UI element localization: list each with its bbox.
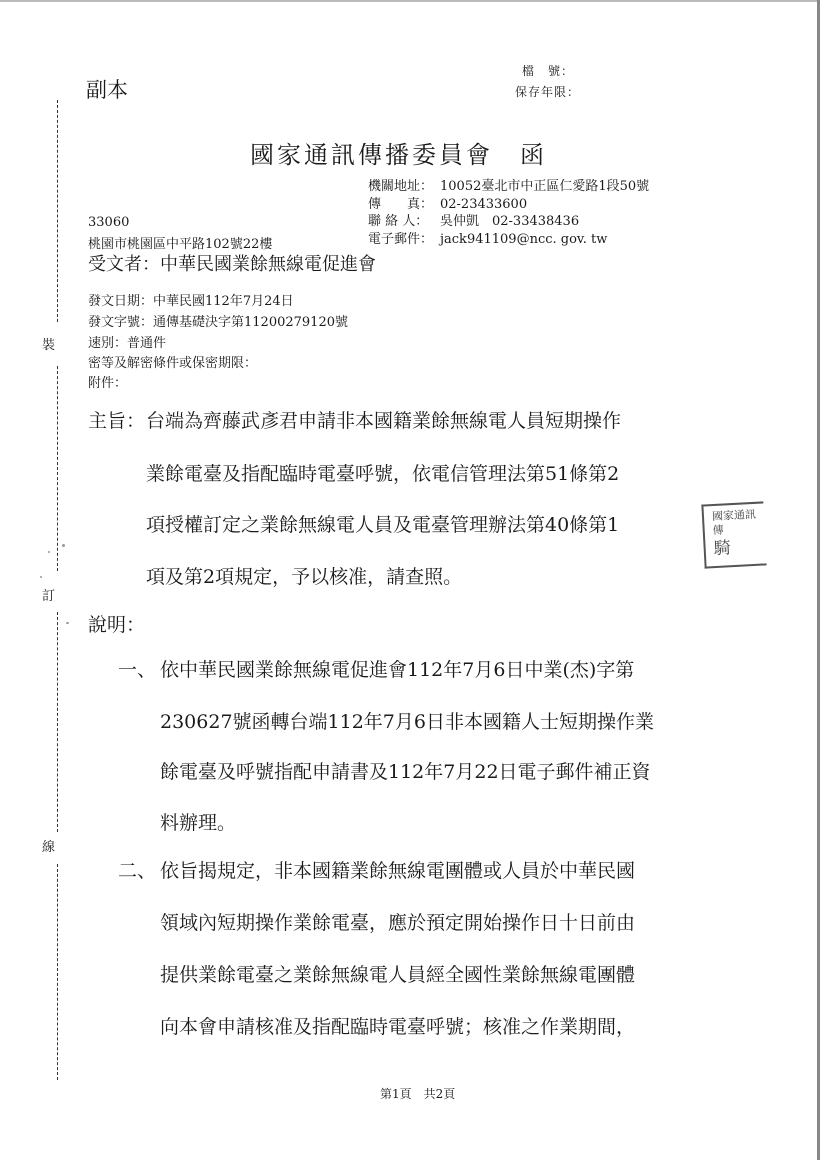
scan-speck (48, 551, 50, 553)
delivery-speed: 速別：普通件 (88, 336, 167, 351)
subject-label: 主旨： (88, 410, 146, 432)
item-line: 230627號函轉台端112年7月6日非本國籍人士短期操作業 (160, 711, 654, 733)
contact-person-row (368, 213, 649, 231)
item-line: 料辦理。 (160, 812, 237, 834)
stamp-text: 國家通訊傳 (711, 507, 757, 538)
recipient-address: 桃園市桃園區中平路102號22樓 (88, 237, 273, 252)
scan-speck (40, 576, 42, 578)
item-marker: 二、 (118, 860, 157, 882)
document-number: 發文字號：通傳基礎決字第11200279120號 (88, 315, 348, 330)
item-line: 領域內短期操作業餘電臺，應於預定開始操作日十日前由 (160, 912, 636, 934)
agency-address-row (368, 178, 649, 196)
copy-label: 副本 (86, 78, 128, 102)
email-label: 電子郵件： (368, 231, 434, 247)
binding-mark-line: 線 (42, 840, 56, 855)
document-title: 國家通訊傳播委員會 函 (250, 141, 547, 169)
secrecy-level: 密等及解密條件或保密期限： (88, 356, 258, 371)
scan-speck (66, 622, 69, 624)
agency-address-label: 機關地址： (368, 179, 434, 194)
subject-line: 台端為齊藤武彥君申請非本國籍業餘無線電人員短期操作 (146, 410, 622, 432)
fax-number: 02-23433600 (440, 196, 528, 212)
fax-row (368, 196, 649, 214)
issue-date: 發文日期：中華民國112年7月24日 (88, 294, 294, 309)
explanation-label: 說明： (88, 614, 146, 636)
binding-line-segment (57, 100, 58, 322)
subject-line: 業餘電臺及指配臨時電臺呼號，依電信管理法第51條第2 (146, 463, 620, 485)
stamp-text: 騎 (713, 536, 772, 560)
item-line: 依旨揭規定，非本國籍業餘無線電團體或人員於中華民國 (160, 860, 636, 882)
binding-line-segment (57, 612, 58, 832)
agency-address: 10052臺北市中正區仁愛路1段50號 (440, 179, 650, 194)
attachment: 附件： (88, 376, 128, 391)
email-address: jack941109@ncc. gov. tw (440, 231, 608, 247)
item-line: 依中華民國業餘無線電促進會112年7月6日中業(杰)字第 (160, 659, 635, 681)
subject-line: 項授權訂定之業餘無線電人員及電臺管理辦法第40條第1 (146, 514, 620, 536)
contact-block (368, 178, 649, 248)
binding-mark-order: 訂 (42, 589, 56, 604)
binding-line-segment (57, 366, 58, 571)
page-number: 第1頁 共2頁 (380, 1087, 456, 1101)
binding-line-segment (57, 864, 58, 1080)
contact-person: 吳仲凱 02-33438436 (440, 214, 580, 229)
contact-person-label: 聯 絡 人： (368, 214, 429, 229)
subject-line: 項及第2項規定，予以核准，請查照。 (146, 566, 463, 588)
item-line: 提供業餘電臺之業餘無線電人員經全國性業餘無線電團體 (160, 964, 636, 986)
retention-label: 保存年限： (515, 85, 581, 99)
file-number-label: 檔 號： (522, 64, 575, 78)
received-stamp (701, 501, 772, 568)
email-row (368, 231, 649, 249)
scan-speck (62, 544, 65, 547)
recipient: 受文者：中華民國業餘無線電促進會 (88, 254, 376, 275)
binding-mark-bind: 裝 (42, 338, 56, 353)
item-line: 向本會申請核准及指配臨時電臺呼號；核准之作業期間， (160, 1016, 636, 1038)
scan-edge-top (0, 0, 820, 2)
fax-label: 傳 真： (368, 196, 434, 212)
item-line: 餘電臺及呼號指配申請書及112年7月22日電子郵件補正資 (160, 761, 651, 783)
item-marker: 一、 (118, 659, 157, 681)
postal-code: 33060 (88, 215, 130, 230)
